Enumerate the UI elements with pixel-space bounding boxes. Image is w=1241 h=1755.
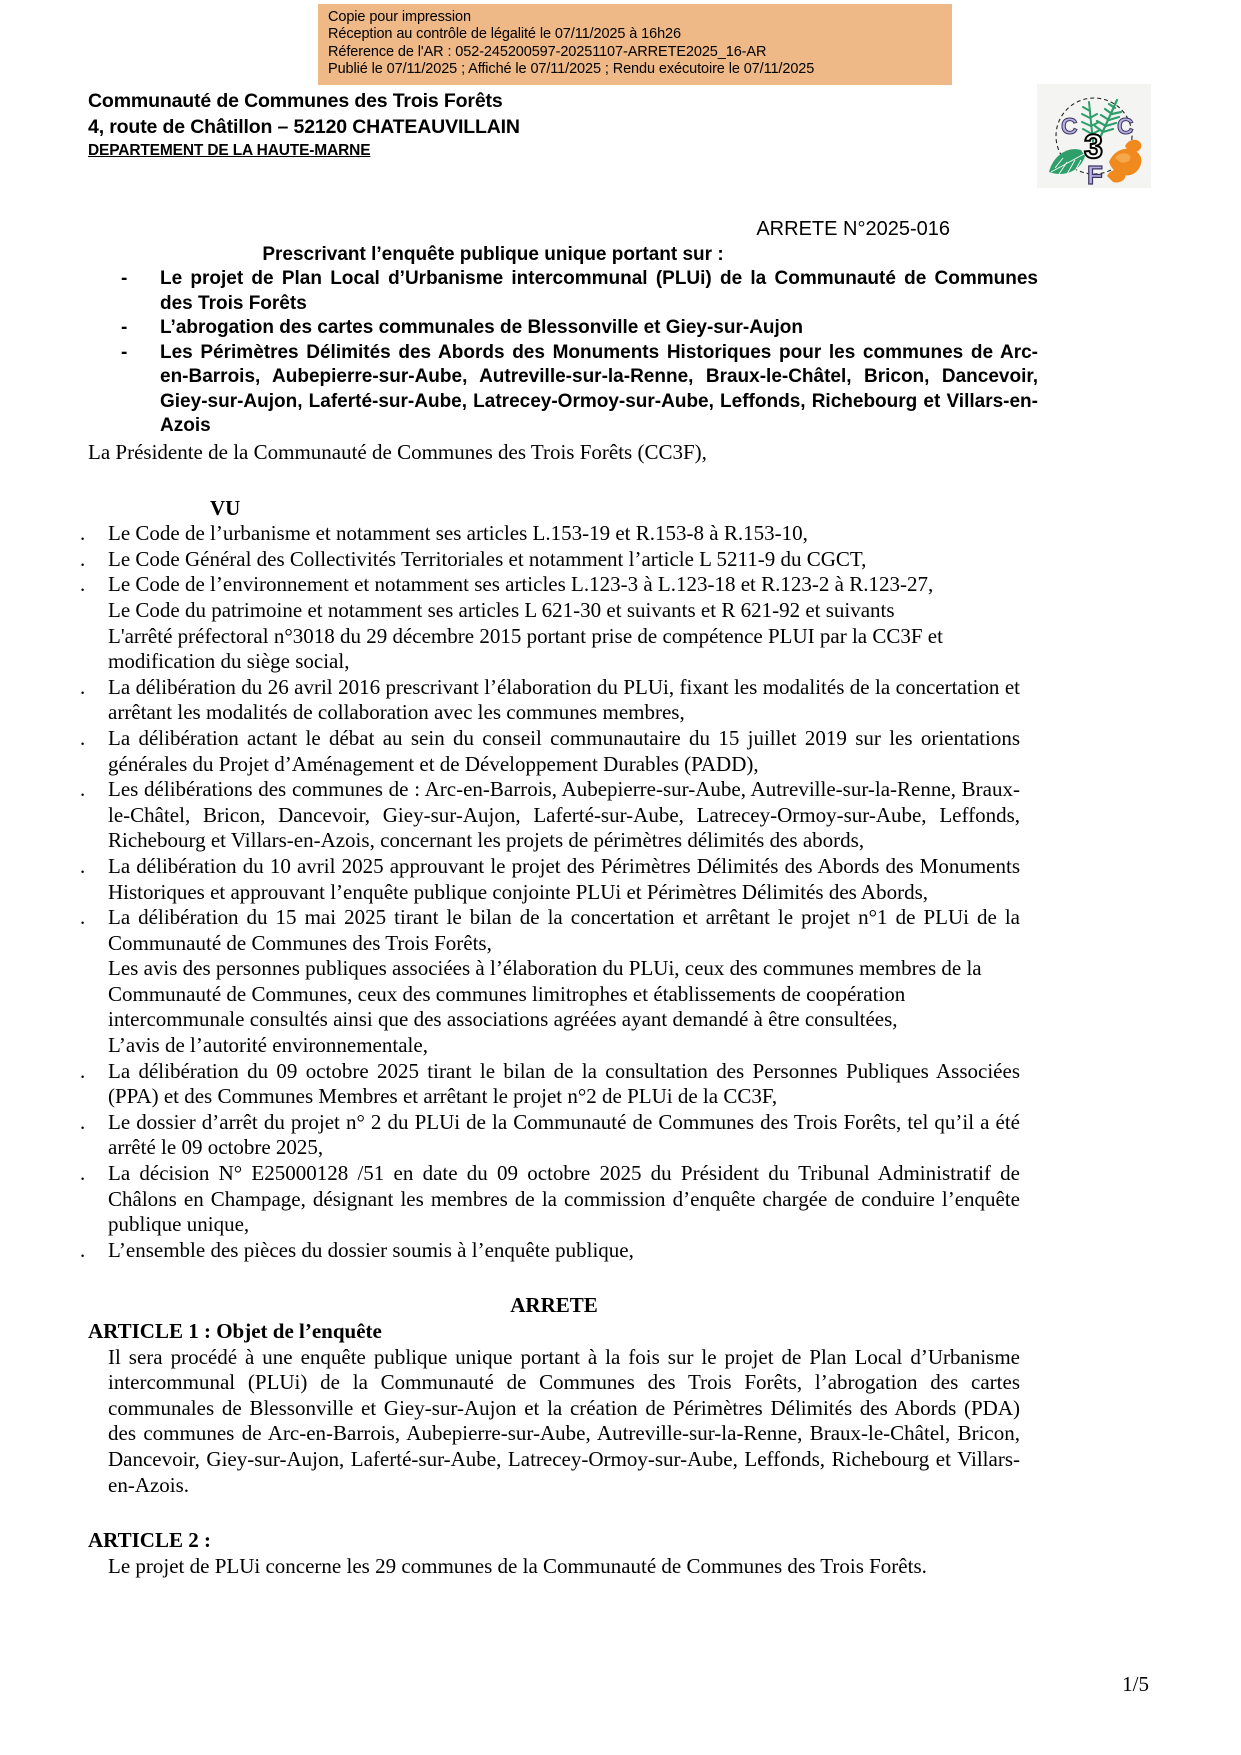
logo-letter-c-left: C xyxy=(1061,113,1078,139)
vu-list-item: . L’ensemble des pièces du dossier soumis à l’enquête publique, xyxy=(88,1238,1020,1264)
vu-list-item: Les avis des personnes publiques associées à l’élaboration du PLUi, ceux des communes membres de la Communauté de Communes, ceux des communes limitrophes et établissements de coopération intercommunale consultés ainsi que des associations agréées ayant demandé à être consultées, xyxy=(108,956,982,1032)
logo-letter-3: 3 xyxy=(1084,128,1103,166)
vu-list-item: . Les délibérations des communes de : Arc-en-Barrois, Aubepierre-sur-Aube, Autreville-sur-la-Renne, Braux-le-Châtel, Bricon, Dancevoir, Giey-sur-Aujon, Laferté-sur-Aube, Latrecey-Ormoy-sur-Aube, Leffonds, Richebourg et Villars-en-Azois, concernant les projets de périmètres délimités des abords, xyxy=(88,777,1020,854)
vu-list-item: . La délibération du 09 octobre 2025 tirant le bilan de la consultation des Personnes Publiques Associées (PPA) et des Communes Membres et arrêtant le projet n°2 de PLUi de la CC3F, xyxy=(88,1059,1020,1110)
arrete-subtitle: Prescrivant l’enquête publique unique portant sur : xyxy=(262,244,724,265)
letterhead xyxy=(88,88,788,162)
title-list-item: - L’abrogation des cartes communales de Blessonville et Giey-sur-Aujon xyxy=(88,316,1038,341)
cc3f-logo-icon xyxy=(1037,84,1151,188)
article-1-heading: ARTICLE 1 : Objet de l’enquête xyxy=(88,1319,382,1343)
cc3f-logo xyxy=(1037,84,1151,188)
vu-heading: VU xyxy=(210,495,241,520)
vu-list-item: . Le dossier d’arrêt du projet n° 2 du PLUi de la Communauté de Communes des Trois Forêts, tel qu’il a été arrêté le 09 octobre 2025, xyxy=(88,1110,1020,1161)
document-body xyxy=(88,440,1020,1579)
article-2-heading: ARTICLE 2 : xyxy=(88,1528,211,1553)
ar-stamp-line-1: Copie pour impression xyxy=(328,9,471,25)
vu-list-item: Le Code du patrimoine et notamment ses articles L 621-30 et suivants et R 621-92 et suivants xyxy=(108,597,895,622)
vu-list-item: . La décision N° E25000128 /51 en date du 09 octobre 2025 du Président du Tribunal Administratif de Châlons en Champage, désignant les membres de la commission d’enquête chargée de conduire l’enquête publique unique, xyxy=(88,1161,1020,1238)
arrete-number: ARRETE N°2025-016 xyxy=(756,218,950,240)
ar-stamp-line-2: Réception au contrôle de légalité le 07/11/2025 à 16h26 xyxy=(328,26,681,43)
vu-list-item: L’avis de l’autorité environnementale, xyxy=(108,1033,428,1058)
vu-list-item: . La délibération du 26 avril 2016 prescrivant l’élaboration du PLUi, fixant les modalités de la concertation et arrêtant les modalités de collaboration avec les communes membres, xyxy=(88,675,1020,726)
ar-stamp-banner xyxy=(318,4,952,85)
vu-list-item: . La délibération du 15 mai 2025 tirant le bilan de la concertation et arrêtant le projet n°1 de PLUi de la Communauté de Communes des Trois Forêts, xyxy=(88,905,1020,956)
article-1-body: Il sera procédé à une enquête publique unique portant à la fois sur le projet de Plan Local d’Urbanisme intercommunal (PLUi) de la Communauté de Communes des Trois Forêts, l’abrogation des cartes communales de Blessonville et Giey-sur-Aujon et la création de Périmètres Délimités des Abords (PDA) des communes de Arc-en-Barrois, Aubepierre-sur-Aube, Autreville-sur-la-Renne, Braux-le-Châtel, Bricon, Dancevoir, Giey-sur-Aujon, Laferté-sur-Aube, Latrecey-Ormoy-sur-Aube, Leffonds, Richebourg et Villars-en-Azois. xyxy=(108,1344,1020,1497)
vu-list-item: . Le Code de l’urbanisme et notamment ses articles L.153-19 et R.153-8 à R.153-10, xyxy=(88,521,1020,547)
title-list-item: - Le projet de Plan Local d’Urbanisme intercommunal (PLUi) de la Communauté de Communes des Trois Forêts xyxy=(88,267,1038,316)
vu-list-item: . La délibération actant le débat au sein du conseil communautaire du 15 juillet 2019 sur les orientations générales du Projet d’Aménagement et de Développement Durables (PADD), xyxy=(88,726,1020,777)
logo-letter-c-right: C xyxy=(1117,113,1134,139)
title-object-list xyxy=(88,267,1038,439)
ar-stamp-line-3: Réference de l'AR : 052-245200597-20251107-ARRETE2025_16-AR xyxy=(328,43,767,60)
title-list-item: - Les Périmètres Délimités des Abords des Monuments Historiques pour les communes de Arc-en-Barrois, Aubepierre-sur-Aube, Autreville-sur-la-Renne, Braux-le-Châtel, Bricon, Dancevoir, Giey-sur-Aujon, Laferté-sur-Aube, Latrecey-Ormoy-sur-Aube, Leffonds, Richebourg et Villars-en-Azois xyxy=(88,341,1038,439)
arrete-keyword: ARRETE xyxy=(510,1293,598,1318)
department-name: DEPARTEMENT DE LA HAUTE-MARNE xyxy=(88,142,371,159)
vu-list-item: . La délibération du 10 avril 2025 approuvant le projet des Périmètres Délimités des Abords des Monuments Historiques et approuvant l’enquête publique conjointe PLUi et Périmètres Délimités des Abords, xyxy=(88,854,1020,905)
president-intro: La Présidente de la Communauté de Communes des Trois Forêts (CC3F), xyxy=(88,440,707,464)
organization-address: 4, route de Châtillon – 52120 CHATEAUVILLAIN xyxy=(88,116,520,138)
vu-list-item: . Le Code Général des Collectivités Territoriales et notamment l’article L 5211-9 du CGCT, xyxy=(88,547,1020,573)
vu-list xyxy=(88,521,1020,1263)
vu-list-item: . Le Code de l’environnement et notamment ses articles L.123-3 à L.123-18 et R.123-2 à R.123-27, xyxy=(88,572,1020,598)
page-number: 1/5 xyxy=(1122,1672,1149,1696)
vu-list-item: L'arrêté préfectoral n°3018 du 29 décembre 2015 portant prise de compétence PLUI par la CC3F et modification du siège social, xyxy=(108,623,943,674)
logo-letter-f: F xyxy=(1087,160,1103,188)
title-block xyxy=(88,216,1038,439)
ar-stamp-line-4: Publié le 07/11/2025 ; Affiché le 07/11/2025 ; Rendu exécutoire le 07/11/2025 xyxy=(328,61,815,78)
organization-name: Communauté de Communes des Trois Forêts xyxy=(88,90,503,112)
article-2-body: Le projet de PLUi concerne les 29 communes de la Communauté de Communes des Trois Forêts. xyxy=(108,1553,927,1578)
